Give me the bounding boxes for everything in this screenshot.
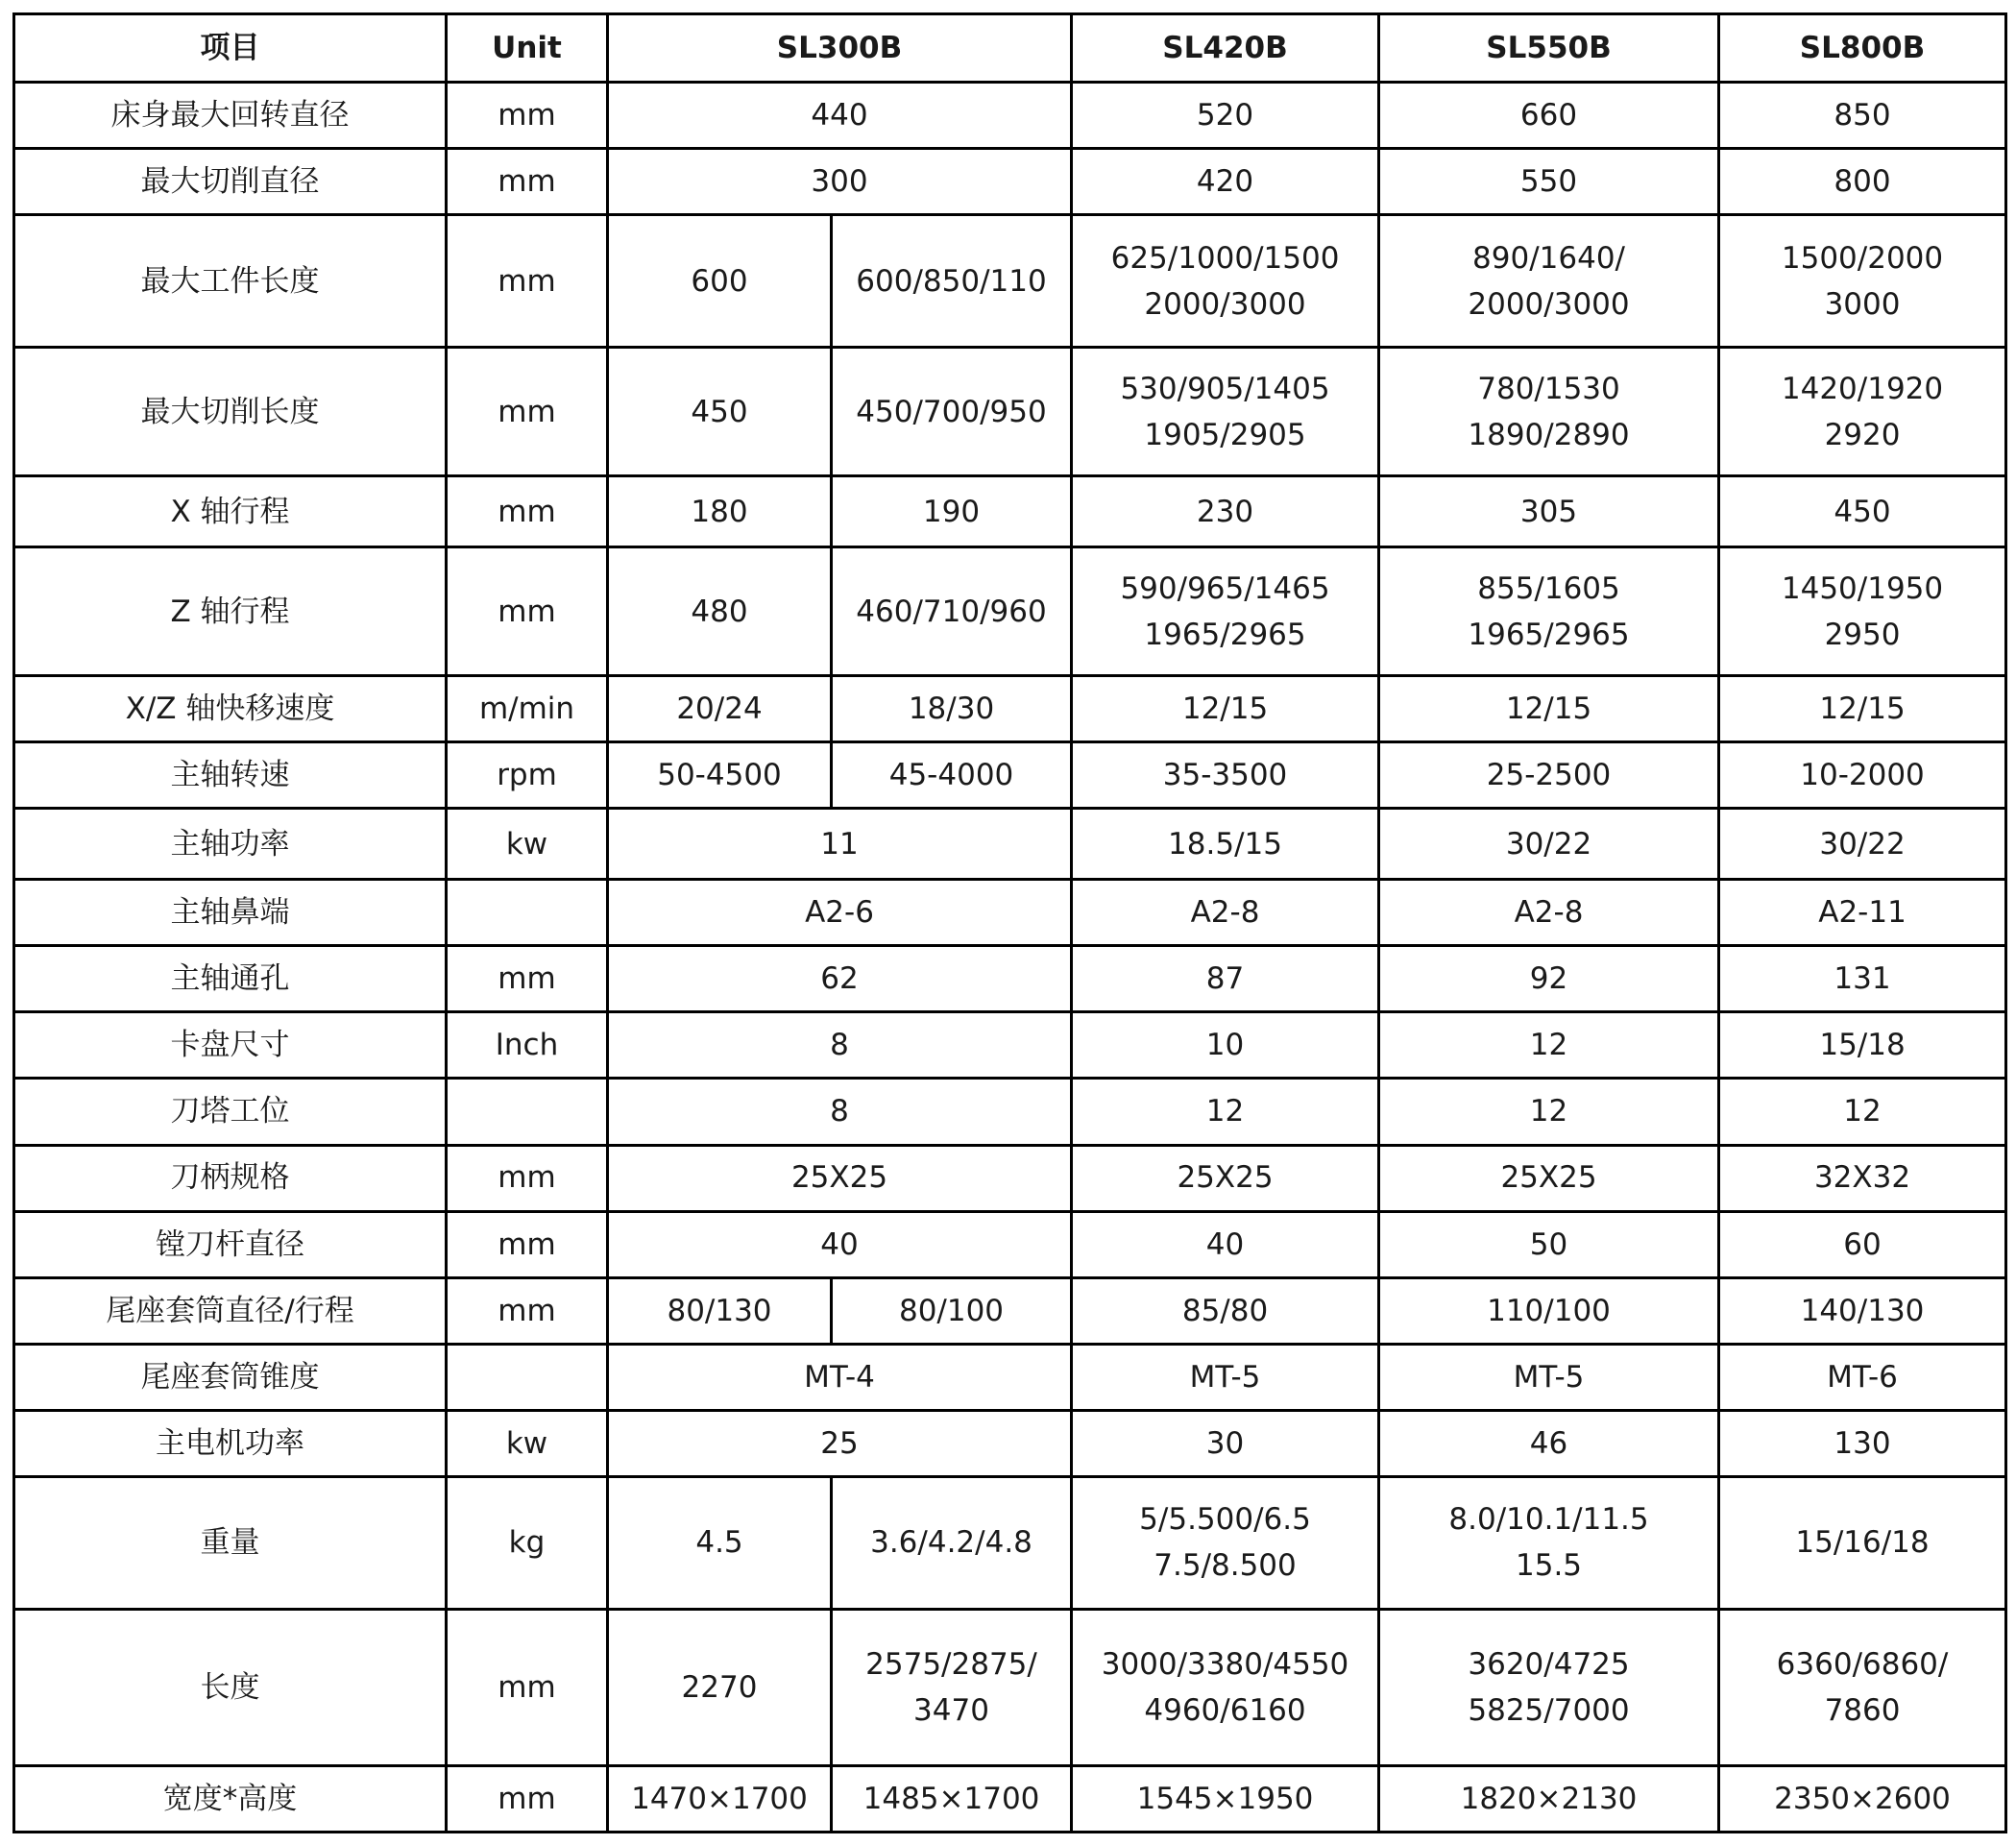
row-label: 最大工件长度 (14, 215, 447, 348)
row-label: 尾座套筒直径/行程 (14, 1277, 447, 1344)
row-label: 主轴通孔 (14, 946, 447, 1012)
cell-line: 1420/1920 (1781, 371, 1944, 406)
cell-sl420b: 12/15 (1072, 676, 1379, 742)
cell-sl550b: 550 (1379, 149, 1719, 215)
header-unit: Unit (447, 14, 608, 83)
table-row (14, 880, 2006, 946)
table-row (14, 946, 2006, 1012)
cell-sl300b-short: 450 (608, 348, 832, 476)
cell-sl800b: A2-11 (1719, 880, 2006, 946)
cell-sl420b: 18.5/15 (1072, 809, 1379, 880)
cell-sl300b-long: 18/30 (832, 676, 1072, 742)
cell-line: 1500/2000 (1781, 240, 1944, 276)
cell-sl300b-short: 4.5 (608, 1476, 832, 1609)
cell-line: 15.5 (1516, 1548, 1583, 1584)
cell-sl550b (1379, 1609, 1719, 1765)
cell-sl300b-short: 50-4500 (608, 742, 832, 809)
cell-line: 7860 (1824, 1692, 1901, 1728)
cell-line: 530/905/1405 (1120, 371, 1330, 406)
row-unit (447, 1344, 608, 1410)
cell-sl300b: 40 (608, 1211, 1072, 1277)
cell-sl300b: MT-4 (608, 1344, 1072, 1410)
row-unit: m/min (447, 676, 608, 742)
cell-sl420b (1072, 1609, 1379, 1765)
cell-line: 1450/1950 (1781, 570, 1944, 606)
row-label: 刀塔工位 (14, 1079, 447, 1145)
cell-line: 2950 (1824, 617, 1901, 652)
cell-sl420b: MT-5 (1072, 1344, 1379, 1410)
cell-line: 3000 (1824, 286, 1901, 322)
row-unit: rpm (447, 742, 608, 809)
cell-sl420b: 420 (1072, 149, 1379, 215)
cell-sl420b: 230 (1072, 476, 1379, 547)
cell-sl300b-long: 460/710/960 (832, 547, 1072, 676)
header-item: 项目 (14, 14, 447, 83)
cell-sl420b: 25X25 (1072, 1145, 1379, 1211)
cell-line: 890/1640/ (1472, 240, 1625, 276)
row-label: 床身最大回转直径 (14, 83, 447, 149)
row-unit (447, 880, 608, 946)
header-model-sl420b: SL420B (1072, 14, 1379, 83)
cell-sl300b-short: 1470×1700 (608, 1765, 832, 1832)
table-row (14, 1410, 2006, 1476)
cell-sl300b: 440 (608, 83, 1072, 149)
cell-line: 2000/3000 (1468, 286, 1630, 322)
row-unit: mm (447, 1145, 608, 1211)
cell-sl550b: 25-2500 (1379, 742, 1719, 809)
cell-line: 5825/7000 (1468, 1692, 1630, 1728)
cell-line: 2575/2875/ (865, 1646, 1037, 1682)
cell-sl550b: 305 (1379, 476, 1719, 547)
cell-sl420b: 1545×1950 (1072, 1765, 1379, 1832)
cell-sl800b (1719, 1609, 2006, 1765)
row-label: 刀柄规格 (14, 1145, 447, 1211)
cell-sl300b: 300 (608, 149, 1072, 215)
row-label: 卡盘尺寸 (14, 1012, 447, 1079)
cell-sl800b: 2350×2600 (1719, 1765, 2006, 1832)
cell-line: 2920 (1824, 417, 1901, 452)
row-label: 主轴鼻端 (14, 880, 447, 946)
cell-line: 3000/3380/4550 (1101, 1646, 1349, 1682)
cell-line: 855/1605 (1477, 570, 1620, 606)
table-row (14, 1344, 2006, 1410)
cell-sl420b: A2-8 (1072, 880, 1379, 946)
table-row (14, 1145, 2006, 1211)
cell-sl420b (1072, 547, 1379, 676)
cell-sl800b (1719, 348, 2006, 476)
cell-sl800b: MT-6 (1719, 1344, 2006, 1410)
cell-sl300b-long: 450/700/950 (832, 348, 1072, 476)
row-label: 镗刀杆直径 (14, 1211, 447, 1277)
cell-line: 1965/2965 (1144, 617, 1306, 652)
cell-sl550b: 660 (1379, 83, 1719, 149)
cell-sl420b (1072, 348, 1379, 476)
cell-sl300b-long (832, 1609, 1072, 1765)
row-label: Z 轴行程 (14, 547, 447, 676)
table-row (14, 809, 2006, 880)
cell-sl420b: 30 (1072, 1410, 1379, 1476)
cell-sl550b: 92 (1379, 946, 1719, 1012)
cell-sl300b: 8 (608, 1079, 1072, 1145)
row-unit: mm (447, 1609, 608, 1765)
cell-sl300b-short: 2270 (608, 1609, 832, 1765)
table-row (14, 1079, 2006, 1145)
row-unit: mm (447, 946, 608, 1012)
row-unit: mm (447, 1277, 608, 1344)
row-label: 最大切削长度 (14, 348, 447, 476)
cell-sl550b: 12 (1379, 1079, 1719, 1145)
row-label: 主轴功率 (14, 809, 447, 880)
table-row (14, 1211, 2006, 1277)
cell-line: 1890/2890 (1468, 417, 1630, 452)
row-unit: mm (447, 547, 608, 676)
row-unit: kg (447, 1476, 608, 1609)
table-row (14, 1277, 2006, 1344)
header-model-sl300b: SL300B (608, 14, 1072, 83)
row-label: X/Z 轴快移速度 (14, 676, 447, 742)
table-row (14, 676, 2006, 742)
cell-sl550b (1379, 1476, 1719, 1609)
cell-sl300b-short: 80/130 (608, 1277, 832, 1344)
cell-sl300b-short: 180 (608, 476, 832, 547)
cell-sl420b: 12 (1072, 1079, 1379, 1145)
header-model-sl800b: SL800B (1719, 14, 2006, 83)
cell-sl800b: 450 (1719, 476, 2006, 547)
row-label: 最大切削直径 (14, 149, 447, 215)
table-row (14, 348, 2006, 476)
cell-sl420b: 40 (1072, 1211, 1379, 1277)
cell-sl420b: 35-3500 (1072, 742, 1379, 809)
cell-line: 780/1530 (1477, 371, 1620, 406)
cell-sl300b-long: 1485×1700 (832, 1765, 1072, 1832)
cell-line: 3620/4725 (1468, 1646, 1630, 1682)
cell-sl420b: 87 (1072, 946, 1379, 1012)
row-unit (447, 1079, 608, 1145)
cell-line: 7.5/8.500 (1154, 1548, 1297, 1584)
cell-sl420b: 520 (1072, 83, 1379, 149)
cell-sl300b: 25 (608, 1410, 1072, 1476)
cell-sl800b: 140/130 (1719, 1277, 2006, 1344)
cell-sl550b: 30/22 (1379, 809, 1719, 880)
spec-table (12, 12, 2007, 1833)
cell-line: 4960/6160 (1144, 1692, 1306, 1728)
cell-sl550b: 50 (1379, 1211, 1719, 1277)
cell-sl550b: 46 (1379, 1410, 1719, 1476)
cell-sl800b: 850 (1719, 83, 2006, 149)
cell-line: 3470 (913, 1692, 989, 1728)
cell-sl300b: A2-6 (608, 880, 1072, 946)
header-row (14, 14, 2006, 83)
cell-sl300b-long: 80/100 (832, 1277, 1072, 1344)
cell-sl550b: A2-8 (1379, 880, 1719, 946)
cell-sl800b: 130 (1719, 1410, 2006, 1476)
cell-sl420b (1072, 1476, 1379, 1609)
cell-sl800b: 32X32 (1719, 1145, 2006, 1211)
row-label: 宽度*高度 (14, 1765, 447, 1832)
row-unit: mm (447, 1765, 608, 1832)
cell-sl550b: 12 (1379, 1012, 1719, 1079)
cell-sl300b-long: 600/850/110 (832, 215, 1072, 348)
cell-sl800b: 30/22 (1719, 809, 2006, 880)
cell-sl300b-short: 480 (608, 547, 832, 676)
cell-sl300b: 62 (608, 946, 1072, 1012)
table-row (14, 742, 2006, 809)
cell-sl550b (1379, 547, 1719, 676)
cell-sl800b: 10-2000 (1719, 742, 2006, 809)
cell-sl300b: 8 (608, 1012, 1072, 1079)
cell-sl420b (1072, 215, 1379, 348)
cell-sl550b: 12/15 (1379, 676, 1719, 742)
cell-sl800b: 60 (1719, 1211, 2006, 1277)
cell-sl800b: 15/16/18 (1719, 1476, 2006, 1609)
cell-sl800b: 15/18 (1719, 1012, 2006, 1079)
cell-sl300b-short: 600 (608, 215, 832, 348)
row-unit: mm (447, 215, 608, 348)
cell-sl300b-long: 45-4000 (832, 742, 1072, 809)
table-row (14, 215, 2006, 348)
cell-sl800b: 12 (1719, 1079, 2006, 1145)
cell-line: 1965/2965 (1468, 617, 1630, 652)
cell-sl300b: 11 (608, 809, 1072, 880)
cell-line: 8.0/10.1/11.5 (1448, 1502, 1649, 1538)
table-row (14, 149, 2006, 215)
row-label: 重量 (14, 1476, 447, 1609)
cell-sl300b-short: 20/24 (608, 676, 832, 742)
cell-sl420b: 85/80 (1072, 1277, 1379, 1344)
table-row (14, 1609, 2006, 1765)
cell-sl800b: 12/15 (1719, 676, 2006, 742)
row-unit: Inch (447, 1012, 608, 1079)
table-row (14, 83, 2006, 149)
row-unit: mm (447, 348, 608, 476)
row-label: 主电机功率 (14, 1410, 447, 1476)
cell-sl800b: 800 (1719, 149, 2006, 215)
cell-sl550b: 25X25 (1379, 1145, 1719, 1211)
header-model-sl550b: SL550B (1379, 14, 1719, 83)
cell-sl300b: 25X25 (608, 1145, 1072, 1211)
cell-sl800b (1719, 547, 2006, 676)
cell-sl550b: MT-5 (1379, 1344, 1719, 1410)
table-row (14, 1765, 2006, 1832)
row-unit: kw (447, 1410, 608, 1476)
cell-line: 1905/2905 (1144, 417, 1306, 452)
cell-sl550b: 110/100 (1379, 1277, 1719, 1344)
row-label: 尾座套筒锥度 (14, 1344, 447, 1410)
table-row (14, 476, 2006, 547)
row-unit: mm (447, 83, 608, 149)
row-label: X 轴行程 (14, 476, 447, 547)
cell-sl550b (1379, 215, 1719, 348)
row-unit: kw (447, 809, 608, 880)
row-label: 长度 (14, 1609, 447, 1765)
row-unit: mm (447, 1211, 608, 1277)
row-unit: mm (447, 149, 608, 215)
cell-sl800b (1719, 215, 2006, 348)
table-row (14, 1012, 2006, 1079)
cell-line: 5/5.500/6.5 (1139, 1502, 1311, 1538)
cell-line: 6360/6860/ (1776, 1646, 1949, 1682)
table-row (14, 547, 2006, 676)
cell-line: 2000/3000 (1144, 286, 1306, 322)
row-unit: mm (447, 476, 608, 547)
table-row (14, 1476, 2006, 1609)
cell-line: 590/965/1465 (1120, 570, 1330, 606)
cell-sl550b: 1820×2130 (1379, 1765, 1719, 1832)
cell-sl300b-long: 3.6/4.2/4.8 (832, 1476, 1072, 1609)
cell-sl550b (1379, 348, 1719, 476)
row-label: 主轴转速 (14, 742, 447, 809)
cell-sl420b: 10 (1072, 1012, 1379, 1079)
cell-sl300b-long: 190 (832, 476, 1072, 547)
cell-sl800b: 131 (1719, 946, 2006, 1012)
cell-line: 625/1000/1500 (1110, 240, 1340, 276)
